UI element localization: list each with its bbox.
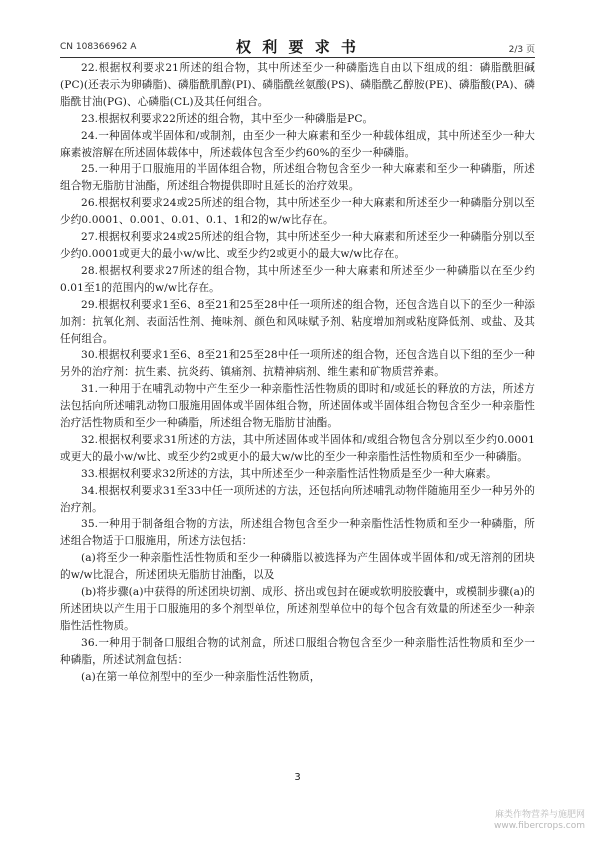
claim-33: 33.根据权利要求32所述的方法，其中所述至少一种亲脂性活性物质是至少一种大麻素。: [81, 467, 497, 480]
page-index: 2/3 页: [508, 45, 535, 55]
site-watermark: [494, 810, 585, 832]
document-title: 权 利 要 求 书: [236, 38, 359, 56]
claim-28: 28.根据权利要求27所述的组合物，其中所述至少一种大麻素和所述至少一种磷脂以在至少约0.01至1的范围内的w/w比存在。: [60, 264, 535, 294]
page-header: [60, 34, 535, 58]
claim-22: 22.根据权利要求21所述的组合物，其中所述至少一种磷脂选自由以下组成的组：磷脂酰胆碱(PC)(还表示为卵磷脂)、磷脂酰肌醇(PI)、磷脂酰丝氨酸(PS)、磷脂酰乙醇胺(PE)、磷脂酸(PA)、磷脂酰甘油(PG)、心磷脂(CL)及其任何组合。: [60, 62, 535, 108]
claim-25: 25.一种用于口服施用的半固体组合物，所述组合物包含至少一种大麻素和至少一种磷脂，所述组合物无脂肪甘油酯，所述组合物提供即时且延长的治疗效果。: [60, 163, 535, 193]
claim-30: 30.根据权利要求1至6、8至21和25至28中任一项所述的组合物，还包含选自以下组的至少一种另外的治疗剂：抗生素、抗炎药、镇痛剂、抗精神病剂、维生素和矿物质营养素。: [60, 349, 535, 379]
page-number: 3: [294, 772, 301, 783]
claims-body: [60, 60, 535, 686]
claim-27: 27.根据权利要求24或25所述的组合物，其中所述至少一种大麻素和所述至少一种磷脂分别以至少约0.0001或更大的最小w/w比、或至少约2或更小的最大w/w比存在。: [60, 231, 535, 260]
claim-36: 36.一种用于制备口服组合物的试剂盒，所述口服组合物包含至少一种亲脂性活性物质和至少一种磷脂，所述试剂盒包括：: [60, 636, 535, 666]
document-number: CN 108366962 A: [60, 42, 137, 52]
claim-32: 32.根据权利要求31所述的方法，其中所述固体或半固体和/或组合物包含分别以至少约0.0001或更大的最小w/w比、或至少约2或更小的最大w/w比的至少一种亲脂性活性物质和至少一种磷脂。: [60, 433, 535, 463]
claim-36-item-a: (a)在第一单位剂型中的至少一种亲脂性活性物质，: [81, 670, 321, 683]
watermark-url: www.fibercrops.com: [494, 821, 585, 831]
claim-29: 29.根据权利要求1至6、8至21和25至28中任一项所述的组合物，还包含选自以下的至少一种添加剂：抗氧化剂、表面活性剂、掩味剂、颜色和风味赋予剂、粘度增加剂或粘度降低剂、或盐、及其任何组合。: [60, 298, 535, 345]
header-rule: [60, 57, 535, 58]
claim-23: 23.根据权利要求22所述的组合物，其中至少一种磷脂是PC。: [81, 112, 374, 125]
claim-31: 31.一种用于在哺乳动物中产生至少一种亲脂性活性物质的即时和/或延长的释放的方法，所述方法包括向所述哺乳动物口服施用固体或半固体组合物，所述固体或半固体组合物包含至少一种亲脂性治疗活性物质和至少一种磷脂，所述组合物无脂肪甘油酯。: [60, 383, 535, 430]
claim-34: 34.根据权利要求31至33中任一项所述的方法，还包括向所述哺乳动物伴随施用至少一种另外的治疗剂。: [60, 484, 535, 514]
claim-24: 24.一种固体或半固体和/或制剂，由至少一种大麻素和至少一种载体组成，其中所述至少一种大麻素被溶解在所述固体载体中，所述载体包含至少约60%的至少一种磷脂。: [60, 129, 535, 159]
claim-35-step-a: (a)将至少一种亲脂性活性物质和至少一种磷脂以被选择为产生固体或半固体和/或无溶剂的团块的w/w比混合，所述团块无脂肪甘油酯，以及: [60, 552, 535, 582]
claim-35: 35.一种用于制备组合物的方法，所述组合物包含至少一种亲脂性活性物质和至少一种磷脂，所述组合物适于口服施用，所述方法包括：: [60, 518, 535, 548]
claim-26: 26.根据权利要求24或25所述的组合物，其中所述至少一种大麻素和所述至少一种磷脂分别以至少约0.0001、0.001、0.01、0.1、1和2的w/w比存在。: [60, 197, 535, 227]
watermark-site-name: 麻类作物营养与施肥网: [494, 810, 585, 820]
claim-35-step-b: (b)将步骤(a)中获得的所述团块切割、成形、挤出或包封在硬或软明胶胶囊中，或模制步骤(a)的所述团块以产生用于口服施用的多个剂型单位，所述剂型单位中的每个包含有效量的所述至少一种亲脂性活性物质。: [60, 586, 535, 632]
